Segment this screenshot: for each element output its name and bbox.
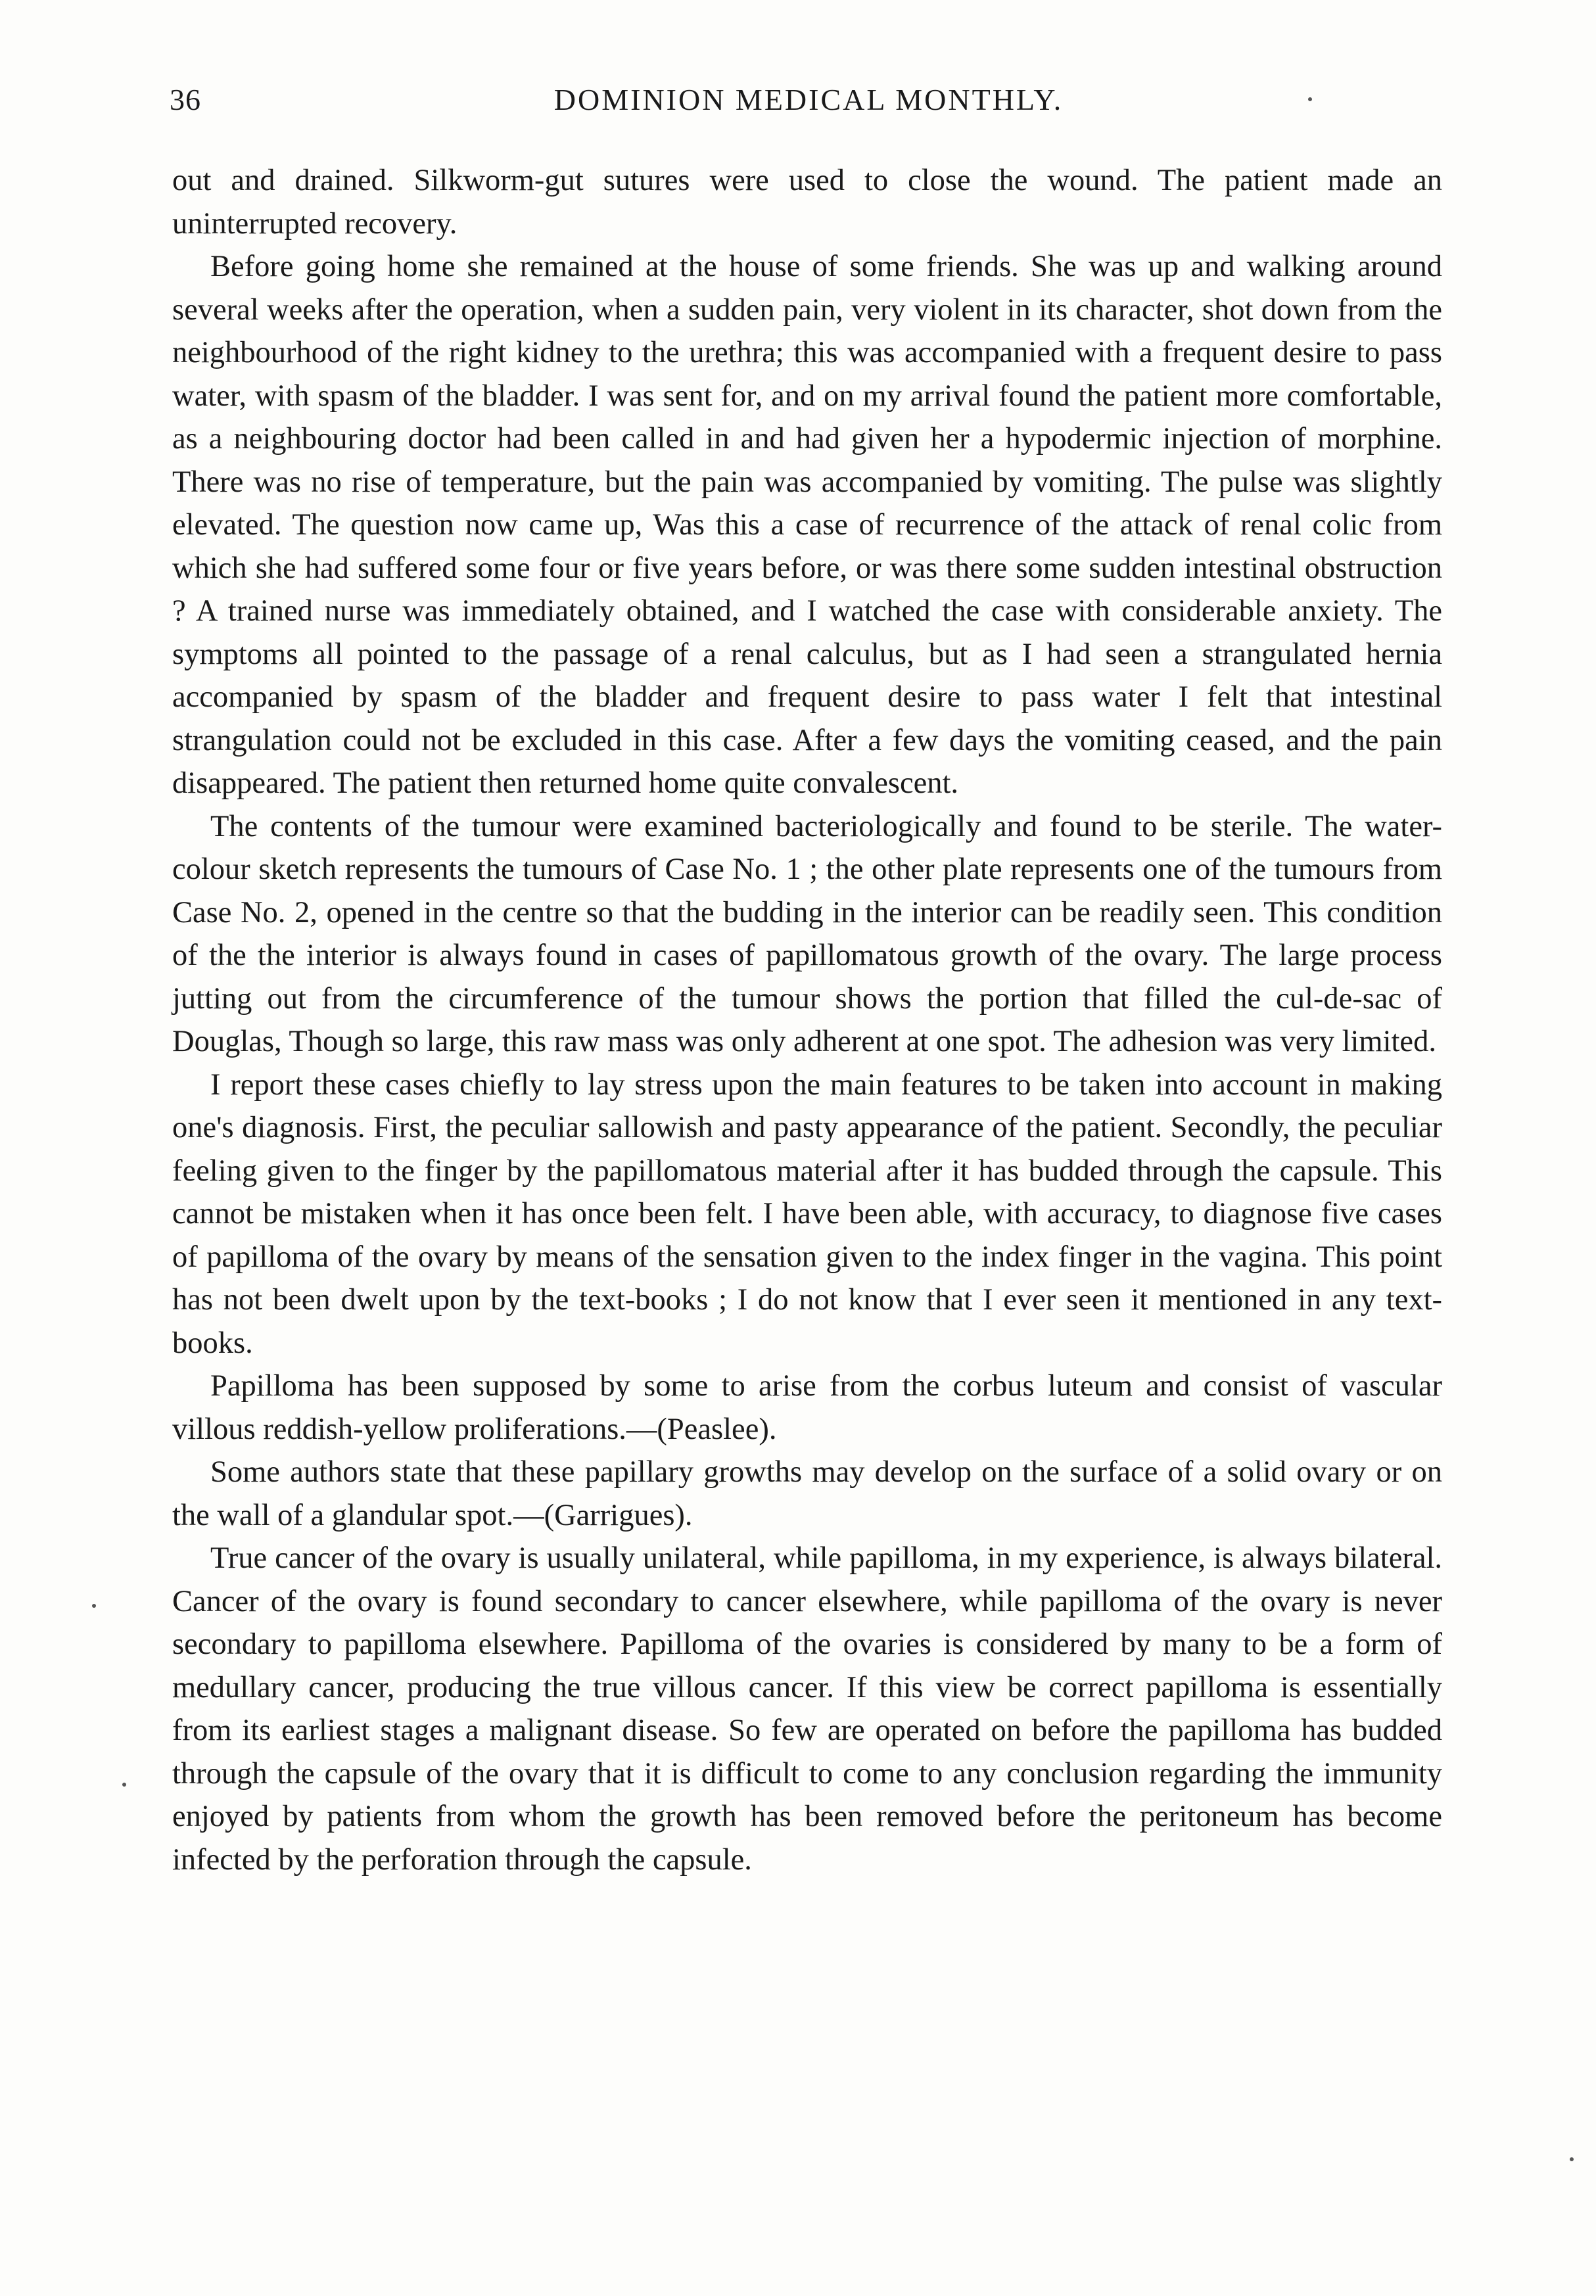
article-body	[172, 159, 1442, 1881]
print-speck	[1570, 2157, 1574, 2161]
paragraph: True cancer of the ovary is usually unilateral, while papilloma, in my experience, is always bilateral. Cancer of the ovary is found secondary to cancer elsewhere, while papilloma of the ovary is never secondary to papilloma elsewhere. Papilloma of the ovaries is considered by many to be a form of medullary cancer, producing the true villous cancer. If this view be correct papilloma is essentially from its earliest stages a malignant disease. So few are operated on before the papilloma has budded through the capsule of the ovary that it is difficult to come to any conclusion regarding the immunity enjoyed by patients from whom the growth has been removed before the peritoneum has become infected by the perforation through the capsule.	[172, 1541, 1442, 1877]
paragraph: Papilloma has been supposed by some to arise from the corbus luteum and consist of vascular villous reddish-yellow proliferations.—(Peaslee).	[172, 1369, 1442, 1446]
page-number: 36	[170, 83, 201, 116]
running-head	[170, 82, 1447, 122]
paragraph: I report these cases chiefly to lay stress upon the main features to be taken into account in making one's diagnosis. First, the peculiar sallowish and pasty appearance of the patient. Secondly, the peculiar feeling given to the finger by the papillomatous material after it has budded through the capsule. This cannot be mistaken when it has once been felt. I have been able, with accuracy, to diagnose five cases of papilloma of the ovary by means of the sensation given to the index finger in the vagina. This point has not been dwelt upon by the text-books ; I do not know that I ever seen it mentioned in any text-books.	[172, 1067, 1442, 1360]
paragraph: Some authors state that these papillary growths may develop on the surface of a solid ovary or on the wall of a glandular spot.—(Garrigues).	[172, 1455, 1442, 1532]
print-speck	[1308, 97, 1312, 101]
print-speck	[122, 1783, 126, 1787]
print-speck	[92, 1604, 96, 1608]
paragraph: out and drained. Silkworm-gut sutures were used to close the wound. The patient made an uninterrupted recovery.	[172, 164, 1442, 241]
paragraph: Before going home she remained at the house of some friends. She was up and walking around several weeks after the operation, when a sudden pain, very violent in its character, shot down from the neighbourhood of the right kidney to the urethra; this was accompanied with a frequent desire to pass water, with spasm of the bladder. I was sent for, and on my arrival found the patient more comfortable, as a neighbouring doctor had been called in and had given her a hypodermic injection of morphine. There was no rise of temperature, but the pain was accompanied by vomiting. The pulse was slightly elevated. The question now came up, Was this a case of recurrence of the attack of renal colic from which she had suffered some four or five years before, or was there some sudden intestinal obstruction ? A trained nurse was immediately obtained, and I watched the case with considerable anxiety. The symptoms all pointed to the passage of a renal calculus, but as I had seen a strangulated hernia accompanied by spasm of the bladder and frequent desire to pass water I felt that intestinal strangulation could not be excluded in this case. After a few days the vomiting ceased, and the pain disappeared. The patient then returned home quite convalescent.	[172, 250, 1442, 800]
paragraph: The contents of the tumour were examined bacteriologically and found to be sterile. The water-colour sketch represents the tumours of Case No. 1 ; the other plate represents one of the tumours from Case No. 2, opened in the centre so that the budding in the interior can be readily seen. This condition of the the interior is always found in cases of papillomatous growth of the ovary. The large process jutting out from the circumference of the tumour shows the portion that filled the cul-de-sac of Douglas, Though so large, this raw mass was only adherent at one spot. The adhesion was very limited.	[172, 809, 1442, 1058]
journal-title: DOMINION MEDICAL MONTHLY.	[553, 83, 1064, 116]
